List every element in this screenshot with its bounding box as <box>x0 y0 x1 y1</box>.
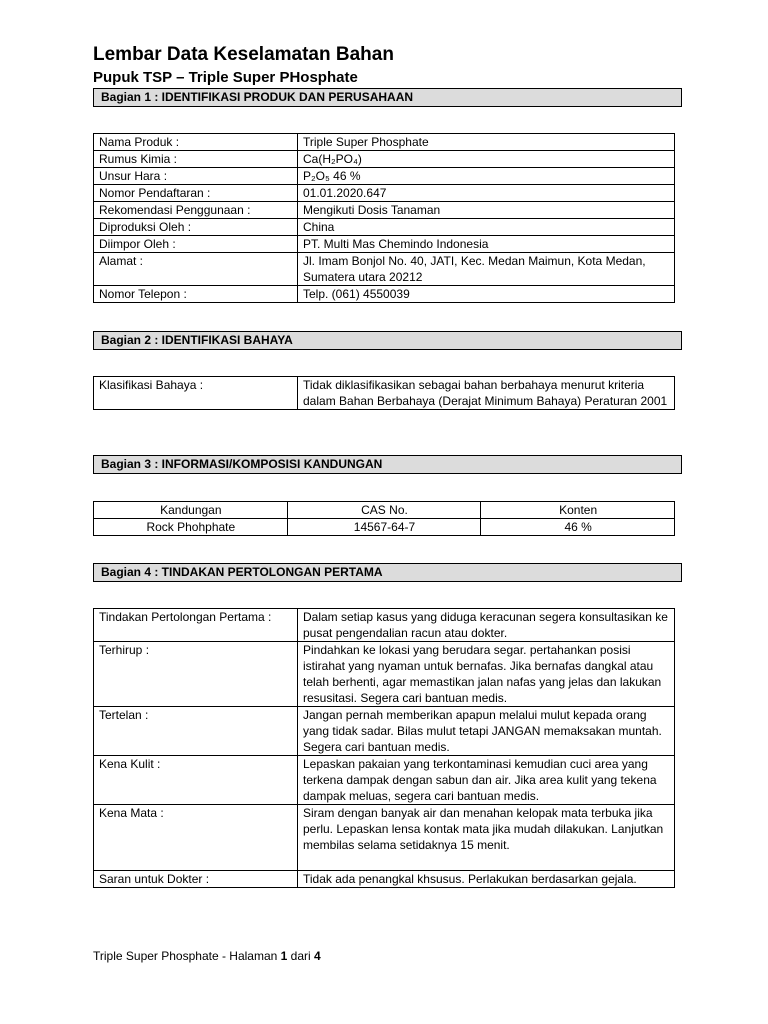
row-key: Diproduksi Oleh : <box>94 219 298 236</box>
row-value: Jangan pernah memberikan apapun melalui mulut kepada orang yang tidak sadar. Bilas mulut tetapi JANGAN memaksakan muntah. Segera cari bantuan medis. <box>298 707 675 756</box>
row-value: China <box>298 219 675 236</box>
table-row <box>94 805 675 871</box>
table-row <box>94 642 675 707</box>
table-row <box>94 609 675 642</box>
row-key: Alamat : <box>94 253 298 286</box>
section-4-table <box>93 608 675 888</box>
row-value: Dalam setiap kasus yang diduga keracunan segera konsultasikan ke pusat pengendalian racun atau dokter. <box>298 609 675 642</box>
document-title: Lembar Data Keselamatan Bahan <box>93 44 394 65</box>
table-row <box>94 185 675 202</box>
table-row <box>94 756 675 805</box>
row-key: Nama Produk : <box>94 134 298 151</box>
composition-table <box>93 501 675 536</box>
row-value: P₂O₅ 46 % <box>298 168 675 185</box>
column-header: Kandungan <box>94 502 288 519</box>
table-row <box>94 219 675 236</box>
row-key: Klasifikasi Bahaya : <box>94 377 298 410</box>
row-value: Tidak ada penangkal khsusus. Perlakukan berdasarkan gejala. <box>298 871 675 888</box>
table-cell: Rock Phohphate <box>94 519 288 536</box>
row-key: Kena Kulit : <box>94 756 298 805</box>
row-value: Triple Super Phosphate <box>298 134 675 151</box>
section-4-header <box>93 563 682 582</box>
column-header: CAS No. <box>287 502 481 519</box>
row-key: Tindakan Pertolongan Pertama : <box>94 609 298 642</box>
table-row <box>94 871 675 888</box>
table-row <box>94 134 675 151</box>
row-key: Kena Mata : <box>94 805 298 871</box>
row-key: Rumus Kimia : <box>94 151 298 168</box>
section-1-table <box>93 133 675 303</box>
row-key: Nomor Telepon : <box>94 286 298 303</box>
section-1-header <box>93 88 682 107</box>
row-key: Saran untuk Dokter : <box>94 871 298 888</box>
table-row <box>94 168 675 185</box>
row-value: PT. Multi Mas Chemindo Indonesia <box>298 236 675 253</box>
row-key: Tertelan : <box>94 707 298 756</box>
row-key: Unsur Hara : <box>94 168 298 185</box>
table-row <box>94 253 675 286</box>
row-key: Nomor Pendaftaran : <box>94 185 298 202</box>
row-key: Diimpor Oleh : <box>94 236 298 253</box>
footer-total-pages: 4 <box>314 949 321 963</box>
table-row <box>94 286 675 303</box>
row-value: Pindahkan ke lokasi yang berudara segar. pertahankan posisi istirahat yang nyaman untuk bernafas. Jika bernafas dangkal atau telah berhenti, agar memastikan jalan nafas yang jelas dan lakukan resusitasi. Segera cari bantuan medis. <box>298 642 675 707</box>
table-cell: 46 % <box>481 519 675 536</box>
table-row <box>94 236 675 253</box>
section-4-header-label: Bagian 4 : TINDAKAN PERTOLONGAN PERTAMA <box>101 565 383 579</box>
section-3-header-label: Bagian 3 : INFORMASI/KOMPOSISI KANDUNGAN <box>101 457 383 471</box>
table-row <box>94 707 675 756</box>
section-2-table <box>93 376 675 410</box>
section-3-header <box>93 455 682 474</box>
row-value: Lepaskan pakaian yang terkontaminasi kemudian cuci area yang terkena dampak dengan sabun dan air. Jika area kulit yang tekena dampak meluas, segera cari bantuan medis. <box>298 756 675 805</box>
row-value: Ca(H₂PO₄) <box>298 151 675 168</box>
table-header-row <box>94 502 675 519</box>
section-2-header-label: Bagian 2 : IDENTIFIKASI BAHAYA <box>101 333 293 347</box>
row-value: Telp. (061) 4550039 <box>298 286 675 303</box>
table-row <box>94 519 675 536</box>
row-value: Mengikuti Dosis Tanaman <box>298 202 675 219</box>
table-row <box>94 151 675 168</box>
row-value: Jl. Imam Bonjol No. 40, JATI, Kec. Medan Maimun, Kota Medan, Sumatera utara 20212 <box>298 253 675 286</box>
row-value: Tidak diklasifikasikan sebagai bahan berbahaya menurut kriteria dalam Bahan Berbahaya (Derajat Minimum Bahaya) Peraturan 2001 <box>298 377 675 410</box>
table-row <box>94 202 675 219</box>
footer-middle: dari <box>287 949 315 963</box>
row-value: 01.01.2020.647 <box>298 185 675 202</box>
document-subtitle: Pupuk TSP – Triple Super PHosphate <box>93 69 358 86</box>
table-cell: 14567-64-7 <box>287 519 481 536</box>
row-value: Siram dengan banyak air dan menahan kelopak mata terbuka jika perlu. Lepaskan lensa kontak mata jika mudah dilakukan. Lanjutkan membilas selama setidaknya 15 menit. <box>298 805 675 871</box>
table-row <box>94 377 675 410</box>
section-2-header <box>93 331 682 350</box>
page-footer <box>93 949 321 963</box>
footer-page-number: 1 <box>280 949 288 963</box>
row-key: Terhirup : <box>94 642 298 707</box>
row-key: Rekomendasi Penggunaan : <box>94 202 298 219</box>
column-header: Konten <box>481 502 675 519</box>
section-1-header-label: Bagian 1 : IDENTIFIKASI PRODUK DAN PERUSAHAAN <box>101 90 414 104</box>
footer-prefix: Triple Super Phosphate - Halaman <box>93 949 281 963</box>
